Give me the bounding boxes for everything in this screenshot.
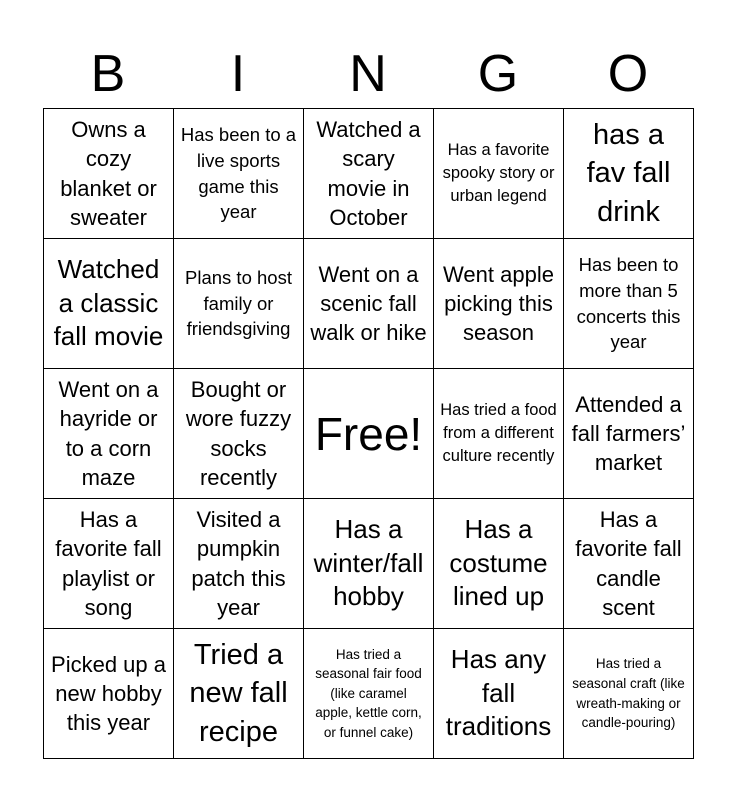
bingo-cell[interactable]: Has been to a live sports game this year [174, 109, 304, 239]
bingo-cell[interactable]: Has a favorite fall candle scent [564, 499, 694, 629]
bingo-cell[interactable]: Owns a cozy blanket or sweater [44, 109, 174, 239]
bingo-cell[interactable]: Plans to host family or friendsgiving [174, 239, 304, 369]
bingo-cell[interactable]: Has tried a food from a different culture recently [434, 369, 564, 499]
free-space[interactable]: Free! [304, 369, 434, 499]
bingo-cell[interactable]: Watched a scary movie in October [304, 109, 434, 239]
bingo-cell[interactable]: Has a costume lined up [434, 499, 564, 629]
bingo-grid [43, 108, 694, 759]
header-letter-g: G [477, 45, 519, 103]
bingo-cell[interactable]: Went apple picking this season [434, 239, 564, 369]
bingo-header [43, 40, 693, 108]
bingo-cell[interactable]: Bought or wore fuzzy socks recently [174, 369, 304, 499]
bingo-cell[interactable]: Has tried a seasonal craft (like wreath-making or candle-pouring) [564, 629, 694, 759]
bingo-cell[interactable]: has a fav fall drink [564, 109, 694, 239]
header-letter-b: B [90, 45, 126, 103]
bingo-cell[interactable]: Picked up a new hobby this year [44, 629, 174, 759]
bingo-cell[interactable]: Went on a hayride or to a corn maze [44, 369, 174, 499]
bingo-cell[interactable]: Has tried a seasonal fair food (like caramel apple, kettle corn, or funnel cake) [304, 629, 434, 759]
bingo-cell[interactable]: Has a favorite spooky story or urban legend [434, 109, 564, 239]
bingo-cell[interactable]: Tried a new fall recipe [174, 629, 304, 759]
bingo-cell[interactable]: Has a winter/fall hobby [304, 499, 434, 629]
bingo-cell[interactable]: Visited a pumpkin patch this year [174, 499, 304, 629]
header-letter-n: N [349, 45, 387, 103]
bingo-cell[interactable]: Attended a fall farmers’ market [564, 369, 694, 499]
bingo-cell[interactable]: Went on a scenic fall walk or hike [304, 239, 434, 369]
header-letter-o: O [607, 45, 649, 103]
bingo-cell[interactable]: Watched a classic fall movie [44, 239, 174, 369]
header-letter-i: I [230, 45, 246, 103]
bingo-cell[interactable]: Has any fall traditions [434, 629, 564, 759]
bingo-cell[interactable]: Has been to more than 5 concerts this year [564, 239, 694, 369]
bingo-cell[interactable]: Has a favorite fall playlist or song [44, 499, 174, 629]
